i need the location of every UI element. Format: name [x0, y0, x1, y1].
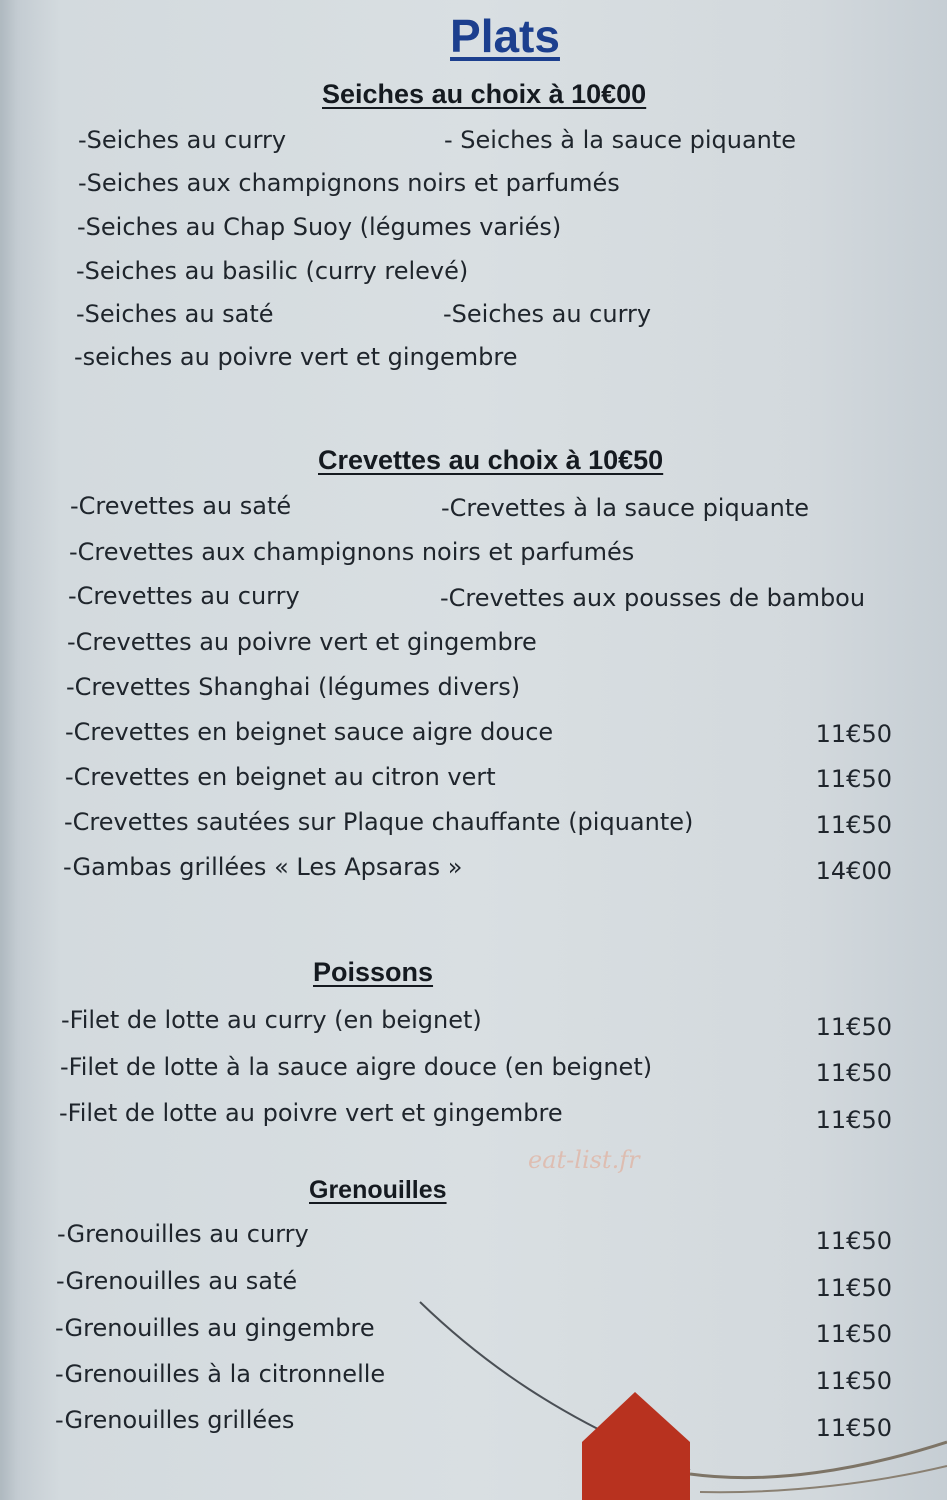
- menu-item: -Filet de lotte au poivre vert et gingembre: [59, 1099, 563, 1127]
- menu-item: -Crevettes en beignet sauce aigre douce: [65, 718, 554, 746]
- section-heading-grenouilles: Grenouilles: [309, 1176, 447, 1204]
- item-price: 11€50: [815, 765, 892, 793]
- menu-item: -Seiches au saté: [76, 300, 274, 328]
- section-heading-crevettes: Crevettes au choix à 10€50: [318, 445, 664, 475]
- item-price: 11€50: [815, 811, 892, 839]
- menu-item: -Filet de lotte au curry (en beignet): [61, 1006, 482, 1034]
- menu-item: -Crevettes Shanghai (légumes divers): [66, 673, 521, 701]
- menu-item: -Grenouilles au curry: [57, 1220, 309, 1248]
- item-price: 11€50: [815, 1414, 892, 1442]
- menu-item: -Crevettes aux champignons noirs et parfumés: [69, 538, 635, 566]
- section-heading-seiches: Seiches au choix à 10€00: [322, 79, 647, 109]
- red-house-shape: [582, 1392, 690, 1500]
- page-title: Plats: [450, 10, 560, 62]
- menu-item: -Seiches aux champignons noirs et parfumés: [78, 169, 620, 197]
- item-price: 11€50: [815, 1059, 892, 1087]
- menu-item: -Grenouilles grillées: [55, 1406, 295, 1434]
- menu-item: -Grenouilles à la citronnelle: [55, 1360, 386, 1388]
- watermark: eat-list.fr: [528, 1146, 640, 1174]
- menu-item: -Crevettes au curry: [68, 582, 300, 610]
- menu-item: - Seiches à la sauce piquante: [444, 126, 797, 154]
- item-price: 11€50: [815, 1274, 892, 1302]
- item-price: 11€50: [815, 1227, 892, 1255]
- item-price: 14€00: [815, 857, 892, 885]
- item-price: 11€50: [815, 720, 892, 748]
- menu-item: -Seiches au Chap Suoy (légumes variés): [77, 213, 562, 241]
- menu-item: -Grenouilles au saté: [56, 1267, 298, 1295]
- menu-item: -Seiches au curry: [443, 300, 652, 328]
- section-heading-poissons: Poissons: [313, 957, 434, 987]
- menu-item: -Crevettes sautées sur Plaque chauffante (piquante): [64, 808, 694, 836]
- menu-item: -Crevettes au poivre vert et gingembre: [67, 628, 537, 656]
- item-price: 11€50: [815, 1367, 892, 1395]
- menu-item: -Crevettes aux pousses de bambou: [440, 584, 866, 612]
- item-price: 11€50: [815, 1320, 892, 1348]
- menu-item: -Crevettes à la sauce piquante: [441, 494, 810, 522]
- menu-item: -Grenouilles au gingembre: [55, 1314, 375, 1342]
- menu-item: -Gambas grillées « Les Apsaras »: [63, 853, 463, 881]
- item-price: 11€50: [815, 1013, 892, 1041]
- menu-item: -Seiches au basilic (curry relevé): [76, 257, 469, 285]
- menu-item: -Filet de lotte à la sauce aigre douce (en beignet): [60, 1053, 653, 1081]
- menu-item: -Crevettes en beignet au citron vert: [65, 763, 496, 791]
- menu-item: -Seiches au curry: [78, 126, 287, 154]
- menu-item: -seiches au poivre vert et gingembre: [74, 343, 518, 371]
- menu-item: -Crevettes au saté: [70, 492, 292, 520]
- item-price: 11€50: [815, 1106, 892, 1134]
